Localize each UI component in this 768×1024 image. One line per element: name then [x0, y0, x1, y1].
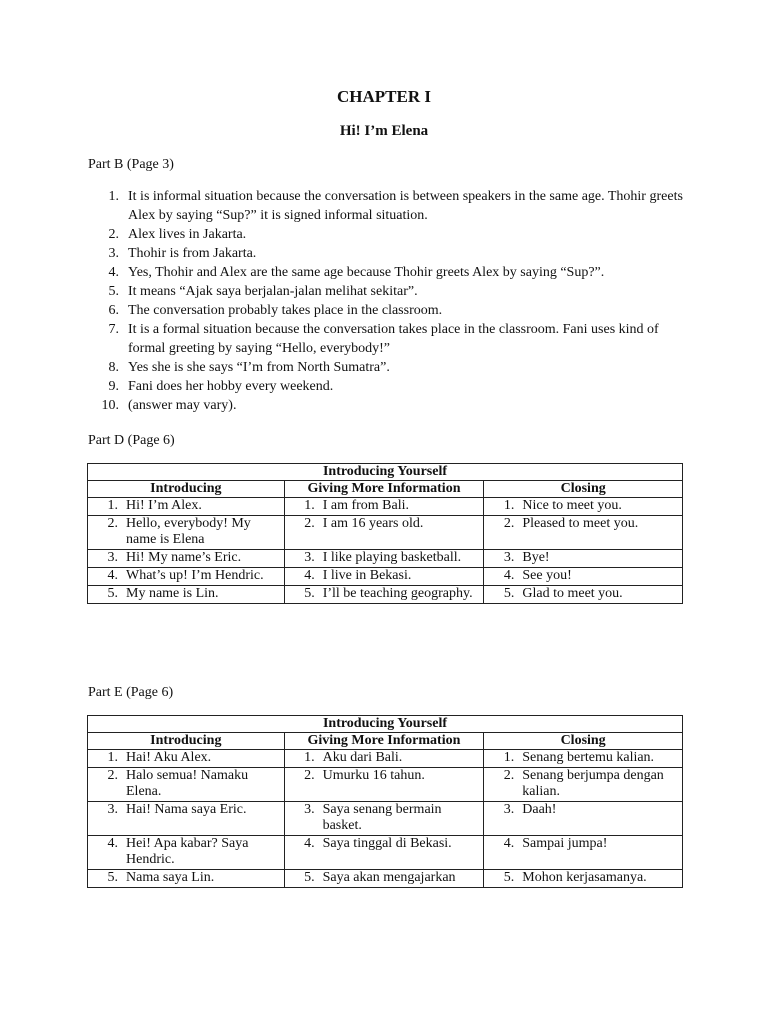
answer-number: 7. — [108, 322, 119, 337]
part-d-header-introducing: Introducing — [88, 481, 285, 498]
cell-number: 3. — [304, 550, 315, 565]
cell-text: Hei! Apa kabar? Saya Hendric. — [126, 836, 249, 867]
table-cell — [284, 802, 484, 836]
cell-number: 1. — [107, 750, 118, 765]
cell-text: I am 16 years old. — [322, 516, 424, 531]
cell-number: 5. — [503, 870, 515, 885]
cell-text: Saya senang bermain basket. — [322, 802, 442, 833]
answer-item — [88, 301, 688, 320]
table-cell — [484, 870, 683, 888]
cell-text: See you! — [522, 568, 572, 583]
table-cell — [284, 586, 484, 604]
answer-text: Yes, Thohir and Alex are the same age because Thohir greets Alex by saying “Sup?”. — [128, 265, 605, 280]
table-cell — [484, 586, 683, 604]
cell-text: Bye! — [522, 550, 550, 565]
cell-number: 5. — [107, 870, 118, 885]
answer-text: It is informal situation because the conversation is between speakers in the same age. Thohir greets Alex by saying “Sup?” it is signed informal situation. — [128, 189, 683, 223]
table-cell — [484, 836, 683, 870]
part-b-answer-list — [88, 187, 688, 415]
cell-number: 4. — [107, 836, 118, 851]
chapter-heading: CHAPTER I — [337, 87, 431, 106]
answer-number: 9. — [108, 379, 119, 394]
table-cell — [88, 568, 285, 586]
table-row — [88, 870, 683, 888]
cell-text: Nice to meet you. — [522, 498, 622, 513]
cell-number: 1. — [503, 750, 515, 765]
table-row — [88, 768, 683, 802]
cell-number: 3. — [503, 550, 515, 565]
answer-item — [88, 187, 688, 225]
answer-item — [88, 358, 688, 377]
answer-item — [88, 396, 688, 415]
table-cell — [88, 836, 285, 870]
table-row — [88, 498, 683, 516]
part-d-header-closing: Closing — [484, 481, 683, 498]
part-e-label: Part E (Page 6) — [88, 685, 174, 700]
cell-number: 4. — [503, 568, 515, 583]
cell-number: 1. — [107, 498, 118, 513]
cell-number: 1. — [503, 498, 515, 513]
table-cell — [484, 750, 683, 768]
part-b-label: Part B (Page 3) — [88, 157, 174, 172]
cell-number: 5. — [304, 870, 315, 885]
table-cell — [88, 550, 285, 568]
cell-text: I live in Bekasi. — [322, 568, 412, 583]
table-row — [88, 568, 683, 586]
answer-text: Fani does her hobby every weekend. — [128, 379, 334, 394]
cell-number: 2. — [304, 768, 315, 783]
answer-number: 4. — [108, 265, 119, 280]
table-cell — [88, 586, 285, 604]
cell-text: Saya tinggal di Bekasi. — [322, 836, 452, 851]
answer-number: 6. — [108, 303, 119, 318]
chapter-subtitle: Hi! I’m Elena — [339, 123, 429, 139]
cell-text: I’ll be teaching geography. — [322, 586, 473, 601]
cell-number: 1. — [304, 498, 315, 513]
answer-text: Alex lives in Jakarta. — [128, 227, 247, 242]
cell-number: 1. — [304, 750, 315, 765]
answer-item — [88, 263, 688, 282]
part-e-table — [87, 715, 683, 888]
table-cell — [284, 768, 484, 802]
cell-number: 3. — [304, 802, 315, 817]
cell-text: Mohon kerjasamanya. — [522, 870, 647, 885]
table-row — [88, 586, 683, 604]
cell-text: Saya akan mengajarkan — [322, 870, 456, 885]
table-row — [88, 750, 683, 768]
answer-number: 10. — [101, 398, 119, 413]
answer-item — [88, 377, 688, 396]
table-cell — [284, 498, 484, 516]
cell-text: Aku dari Bali. — [322, 750, 403, 765]
table-cell — [284, 516, 484, 550]
cell-number: 5. — [304, 586, 315, 601]
table-row — [88, 550, 683, 568]
cell-number: 4. — [107, 568, 118, 583]
cell-text: Halo semua! Namaku Elena. — [126, 768, 249, 799]
table-cell — [284, 568, 484, 586]
part-e-header-giving-more-information: Giving More Information — [284, 733, 484, 750]
cell-text: Hai! Nama saya Eric. — [126, 802, 247, 817]
part-e-table-title: Introducing Yourself — [88, 716, 683, 733]
cell-text: My name is Lin. — [126, 586, 219, 601]
table-cell — [88, 498, 285, 516]
table-row — [88, 836, 683, 870]
table-row — [88, 516, 683, 550]
cell-number: 3. — [107, 802, 118, 817]
answer-number: 5. — [108, 284, 119, 299]
cell-text: Hi! I’m Alex. — [126, 498, 202, 513]
answer-text: Yes she is she says “I’m from North Sumatra”. — [128, 360, 390, 375]
cell-number: 4. — [503, 836, 515, 851]
part-e-header-introducing: Introducing — [88, 733, 285, 750]
answer-number: 8. — [108, 360, 119, 375]
cell-number: 2. — [107, 516, 118, 531]
table-cell — [484, 802, 683, 836]
table-cell — [484, 498, 683, 516]
table-cell — [284, 550, 484, 568]
cell-text: I like playing basketball. — [322, 550, 462, 565]
answer-text: (answer may vary). — [128, 398, 237, 413]
answer-number: 2. — [108, 227, 119, 242]
answer-item — [88, 320, 688, 358]
cell-number: 2. — [503, 768, 515, 783]
table-cell — [484, 550, 683, 568]
table-cell — [88, 768, 285, 802]
answer-item — [88, 282, 688, 301]
cell-text: What’s up! I’m Hendric. — [126, 568, 264, 583]
cell-number: 2. — [503, 516, 515, 531]
cell-number: 2. — [304, 516, 315, 531]
answer-text: The conversation probably takes place in the classroom. — [128, 303, 443, 318]
table-cell — [284, 870, 484, 888]
answer-number: 1. — [108, 189, 119, 204]
cell-number: 5. — [107, 586, 118, 601]
cell-text: Sampai jumpa! — [522, 836, 608, 851]
table-cell — [88, 870, 285, 888]
part-d-table-title: Introducing Yourself — [88, 464, 683, 481]
answer-number: 3. — [108, 246, 119, 261]
cell-number: 4. — [304, 836, 315, 851]
cell-text: Pleased to meet you. — [522, 516, 639, 531]
answer-text: It means “Ajak saya berjalan-jalan melihat sekitar”. — [128, 284, 418, 299]
cell-text: Umurku 16 tahun. — [322, 768, 425, 783]
part-d-table — [87, 463, 683, 604]
cell-text: Daah! — [522, 802, 557, 817]
answer-item — [88, 244, 688, 263]
part-e-header-closing: Closing — [484, 733, 683, 750]
answer-text: It is a formal situation because the conversation takes place in the classroom. Fani uses kind of formal greeting by saying “Hello, everybody!” — [128, 322, 659, 356]
cell-number: 3. — [107, 550, 118, 565]
cell-number: 3. — [503, 802, 515, 817]
part-d-header-giving-more-information: Giving More Information — [284, 481, 484, 498]
table-cell — [88, 802, 285, 836]
cell-text: Nama saya Lin. — [126, 870, 215, 885]
cell-number: 5. — [503, 586, 515, 601]
cell-text: Hai! Aku Alex. — [126, 750, 212, 765]
table-cell — [484, 568, 683, 586]
cell-number: 4. — [304, 568, 315, 583]
cell-text: Senang bertemu kalian. — [522, 750, 655, 765]
table-cell — [484, 768, 683, 802]
part-d-label: Part D (Page 6) — [88, 433, 175, 448]
table-row — [88, 802, 683, 836]
table-cell — [284, 836, 484, 870]
answer-text: Thohir is from Jakarta. — [128, 246, 257, 261]
answer-item — [88, 225, 688, 244]
table-cell — [484, 516, 683, 550]
table-cell — [88, 516, 285, 550]
cell-text: Glad to meet you. — [522, 586, 623, 601]
table-cell — [88, 750, 285, 768]
table-cell — [284, 750, 484, 768]
cell-text: Hello, everybody! My name is Elena — [126, 516, 251, 547]
cell-number: 2. — [107, 768, 118, 783]
cell-text: Hi! My name’s Eric. — [126, 550, 242, 565]
cell-text: Senang berjumpa dengan kalian. — [522, 768, 664, 799]
cell-text: I am from Bali. — [322, 498, 409, 513]
